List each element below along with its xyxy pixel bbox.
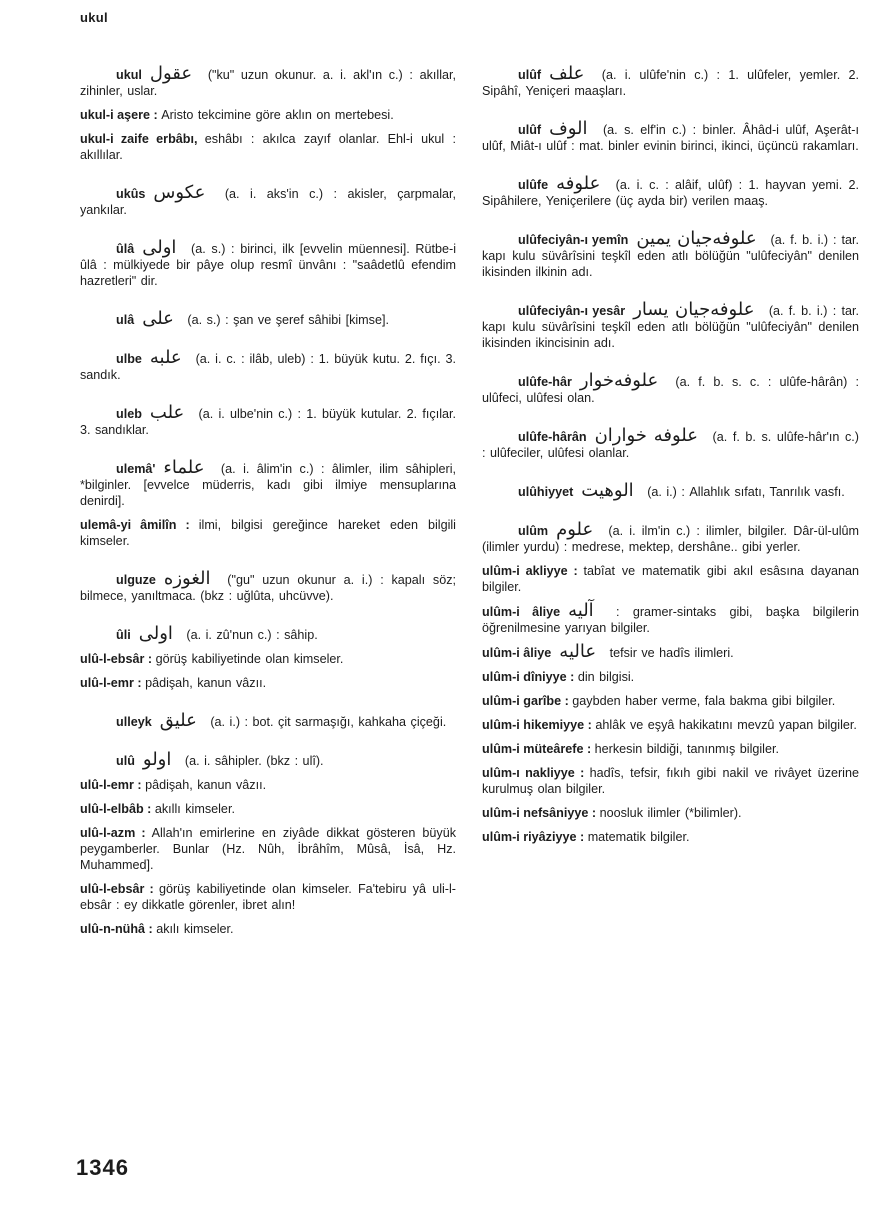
entry-definition: Aristo tekcimine göre aklın on mertebesi. [161,108,394,122]
dictionary-entry [80,402,456,438]
dictionary-entry [482,63,860,99]
entry-headword: ûlâ [116,242,135,256]
dictionary-subentry [80,107,456,123]
entry-definition: matematik bilgiler. [587,830,690,844]
entry-definition: (a. i. zû'nun c.) : sâhip. [186,628,318,642]
entry-arabic-script: علوفه خواران [594,425,698,446]
dictionary-entry [80,623,456,644]
entry-arabic-script: عالیه [559,641,597,662]
subentry-headword: ulûm-i müteârefe : [482,742,592,756]
entry-definition: görüş kabiliyetinde olan kimseler. [155,652,344,666]
dictionary-subentry [482,693,859,709]
entry-arabic-script: الوهیت [581,480,634,501]
subentry-headword: ulû-n-nühâ : [80,922,153,936]
dictionary-subentry [482,829,859,845]
entry-definition: (a. i.) : bot. çit sarmaşığı, kahkaha çiçeği. [210,715,447,729]
entry-headword: ulûfeciyân-ı yemîn [518,233,629,247]
entry-arabic-script: علب [149,402,185,423]
entry-arabic-script: علوفه‌خوار [579,370,659,391]
entry-headword: ulûf [518,68,542,82]
entry-definition: (a. i. c. : alâif, ulûf) : 1. hayvan yemi. 2. Sipâhilere, Yeniçerilere (üç ayda bir) verilen maaş. [482,178,859,208]
subentry-headword: ulû-l-emr : [80,778,142,792]
entry-headword: ukûs [116,187,146,201]
entry-definition: ahlâk ve eşyâ hakikatını mevzû yapan bilgiler. [595,718,857,732]
subentry-headword: ulûm-i âliye [482,646,552,660]
dictionary-subentry [80,881,456,913]
entry-definition: (a. f. b. i.) : tar. kapı kulu süvârîsini teşkîl eden atlı bölüğün "ulûfeciyân" denilen ikisinden ilkinin adı. [482,233,859,279]
entry-arabic-script: علف [549,63,585,84]
subentry-headword: ulû-l-emr : [80,676,142,690]
entry-definition: Allah'ın emirlerine en ziyâde dikkat gösteren büyük peygamberler. Bunlar (Hz. Nûh, İbrâhîm, Mûsâ, İsâ, Hz. Muhammed]. [80,826,457,872]
entry-definition: (a. i. sâhipler. (bkz : ulî). [184,754,324,768]
entry-arabic-script: علی [142,308,174,329]
entry-definition: ilmi, bilgisi gereğince hareket eden bilgili kimseler. [80,518,456,548]
subentry-headword: ulûm-i riyâziyye : [482,830,585,844]
entry-definition: (a. s.) : birinci, ilk [evvelin müennesi]. Rütbe-i ûlâ : mülkiyede bir pâye olup resmî ünvânı : "saâdetlû efendim hazretleri" dir. [80,242,456,288]
entry-headword: ulûf [518,123,542,137]
dictionary-subentry [482,669,859,685]
dictionary-subentry [80,517,456,549]
entry-arabic-script: علوفه‌جیان یمین [636,228,757,249]
dictionary-subentry [80,131,456,163]
entry-arabic-script: عكوس [153,182,206,203]
dictionary-entry [80,237,456,289]
entry-headword: ulâ [116,313,135,327]
entry-definition: pâdişah, kanun vâzıı. [145,676,267,690]
subentry-headword: ulûm-i hikemiyye : [482,718,592,732]
entry-definition: eshâbı : akılca zayıf olanlar. Ehl-i ukul : akıllılar. [80,132,457,162]
dictionary-subentry [482,641,859,662]
entry-definition: noosluk ilimler (*bilimler). [599,806,742,820]
dictionary-subentry [80,921,456,937]
dictionary-entry [80,63,456,99]
dictionary-entry [80,749,456,770]
entry-definition: herkesin bildiği, tanınmış bilgiler. [594,742,779,756]
entry-headword: ulbe [116,352,142,366]
dictionary-entry [80,568,456,604]
dictionary-subentry [482,765,859,797]
entry-definition: gaybden haber verme, fala bakma gibi bilgiler. [572,694,836,708]
dictionary-entry [482,370,860,406]
dictionary-entry [80,710,456,731]
subentry-headword: ulûm-ı nakliyye : [482,766,585,780]
dictionary-subentry [482,563,859,595]
subentry-headword: ulû-l-ebsâr : [80,652,153,666]
subentry-headword: ulûm-i nefsâniyye : [482,806,597,820]
subentry-headword: ulû-l-ebsâr : [80,882,154,896]
entry-headword: ulûm [518,524,549,538]
entry-definition: pâdişah, kanun vâzıı. [145,778,267,792]
entry-arabic-script: علیق [159,710,197,731]
entry-arabic-script: اولى [142,237,177,258]
entry-headword: ulûfe-hâr [518,375,572,389]
subentry-headword: ulû-l-elbâb : [80,802,152,816]
dictionary-subentry [482,717,859,733]
entry-arabic-script: اولو [142,749,172,770]
dictionary-entry [80,457,456,509]
entry-definition: (a. i. âlim'in c.) : âlimler, ilim sâhipleri, *bilginler. [evvelce müderris, kadı gibi ilmiye mensuplarına denirdi]. [80,462,456,508]
dictionary-entry [482,228,859,280]
subentry-headword: ukul-i aşere : [80,108,158,122]
entry-definition: din bilgisi. [577,670,635,684]
dictionary-subentry [482,741,859,757]
page-header-word: ukul [80,10,108,25]
subentry-headword: ukul-i zaife erbâbı, [80,132,198,146]
entry-arabic-script: علوفه‌جیان یسار [633,299,755,320]
entry-headword: ulûfeciyân-ı yesâr [518,304,626,318]
dictionary-subentry [80,777,456,793]
entry-definition: (a. f. b. s. c. : ulûfe-hârân) : ulûfeci, ulûfesi olan. [482,375,860,405]
entry-definition: (a. i. ulûfe'nin c.) : 1. ulûfeler, yemler. 2. Sipâhî, Yeniçeri maaşları. [482,68,860,98]
entry-definition: (a. i. aks'in c.) : akisler, çarpmalar, yankılar. [80,187,456,217]
entry-headword: ûli [116,628,131,642]
subentry-headword: ulûm-i garîbe : [482,694,569,708]
entry-definition: tefsir ve hadîs ilimleri. [609,646,734,660]
dictionary-entry [80,182,456,218]
entry-definition: tabîat ve matematik gibi akıl esâsına dayanan bilgiler. [482,564,860,594]
entry-definition: ("ku" uzun okunur. a. i. akl'ın c.) : akıllar, zihinler, uslar. [80,68,456,98]
dictionary-entry [80,308,456,329]
entry-definition: (a. f. b. i.) : tar. kapı kulu süvârîsini teşkîl eden atlı bölüğün "ulûfeciyân" denilen ikisinden ikincisinin adı. [482,304,860,350]
dictionary-entry [482,425,859,461]
entry-arabic-script: علوم [556,519,594,540]
dictionary-subentry [80,651,456,667]
entry-definition: (a. s.) : şan ve şeref sâhibi [kimse]. [187,313,389,327]
entry-arabic-script: عقول [149,63,193,84]
entry-arabic-script: علماء [163,457,205,478]
dictionary-subentry [482,600,859,636]
subentry-headword: ulûm-i âliye [482,605,561,619]
entry-headword: ulemâ' [116,462,156,476]
entry-arabic-script: الوف [549,118,588,139]
entry-headword: ukul [116,68,142,82]
dictionary-entry [80,347,457,383]
subentry-headword: ulûm-i akliyye : [482,564,578,578]
page-number: 1346 [76,1155,129,1180]
subentry-headword: ulemâ-yi âmilîn : [80,518,190,532]
entry-headword: ulûfe-hârân [518,430,587,444]
left-column [80,63,457,937]
right-column [482,63,860,845]
entry-definition: (a. i. c. : ilâb, uleb) : 1. büyük kutu. 2. fıçı. 3. sandık. [80,352,457,382]
entry-arabic-script: آلیه [568,600,594,621]
entry-headword: ulleyk [116,715,152,729]
entry-definition: (a. i. ulbe'nin c.) : 1. büyük kutular. 2. fıçılar. 3. sandıklar. [80,407,456,437]
entry-definition: ("gu" uzun okunur a. i.) : kapalı söz; bilmece, yanıltmaca. (bkz : uğlûta, uhcüvve). [80,573,456,603]
entry-arabic-script: الغوزه [163,568,211,589]
entry-headword: uleb [116,407,142,421]
subentry-headword: ulû-l-azm : [80,826,146,840]
subentry-headword: ulûm-i dîniyye : [482,670,575,684]
entry-definition: akılı kimseler. [156,922,234,936]
entry-arabic-script: علبه [149,347,182,368]
entry-arabic-script: اولى [138,623,173,644]
dictionary-subentry [80,675,456,691]
entry-definition: (a. f. b. s. ulûfe-hâr'ın c.) : ulûfeciler, ulûfesi olanlar. [482,430,859,460]
dictionary-subentry [482,805,859,821]
entry-headword: ulû [116,754,135,768]
entry-definition: (a. i. ilm'in c.) : ilimler, bilgiler. Dâr-ül-ulûm (ilimler yurdu) : medrese, mektep, dershâne.. gibi yerler. [482,524,860,554]
entry-definition: (a. s. elf'in c.) : binler. Âhâd-i ulûf, Aşerât-ı ulûf, Miât-ı ulûf : mat. binler evinin birinci, ikinci, üçüncü rakamları. [482,123,859,153]
dictionary-subentry [80,825,456,873]
dictionary-entry [482,299,860,351]
dictionary-subentry [80,801,456,817]
entry-definition: görüş kabiliyetinde olan kimseler. Fa'tebiru yâ uli-l-ebsâr : ey dikkatle görenler, ibret alın! [80,882,456,912]
entry-definition: hadîs, tefsir, fıkıh gibi nakil ve rivâyet üzerine kurulmuş olan bilgiler. [482,766,859,796]
entry-headword: ulguze [116,573,156,587]
entry-definition: (a. i.) : Allahlık sıfatı, Tanrılık vasfı. [647,485,845,499]
entry-definition: : gramer-sintaks gibi, başka bilgilerin öğrenilmesine yarıyan bilgiler. [482,605,859,635]
entry-definition: akıllı kimseler. [154,802,235,816]
dictionary-entry [482,519,860,555]
entry-headword: ulûhiyyet [518,485,574,499]
dictionary-entry [482,118,859,154]
dictionary-entry [482,480,859,501]
entry-arabic-script: علوفه [556,173,601,194]
entry-headword: ulûfe [518,178,549,192]
dictionary-entry [482,173,859,209]
